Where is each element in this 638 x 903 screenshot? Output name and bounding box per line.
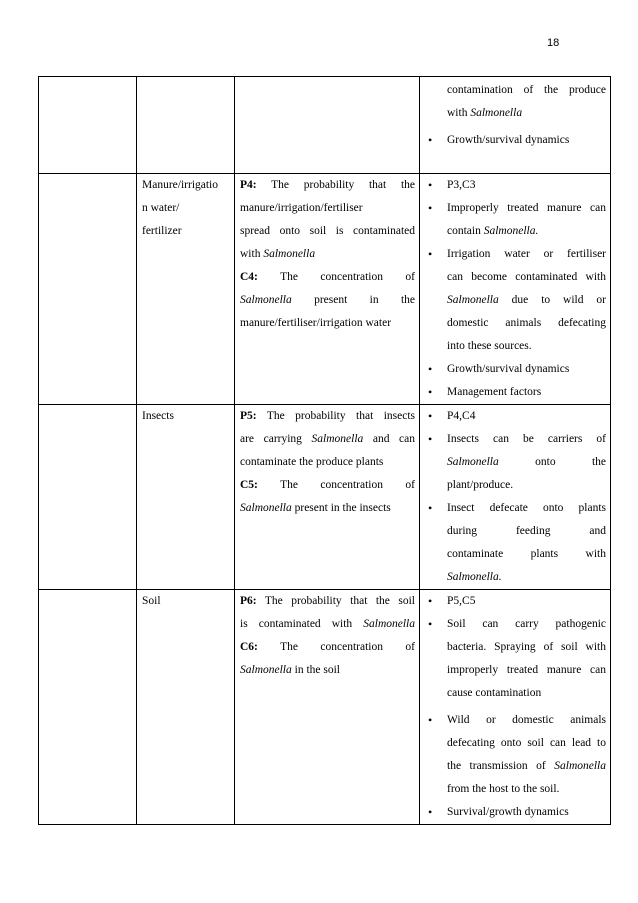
list-item: • P5,C5 xyxy=(426,590,606,613)
probability-text: P4: The probability that the xyxy=(240,179,415,191)
concentration-text: C4: The concentration of xyxy=(240,271,415,283)
table-cell-notes xyxy=(420,77,611,174)
table-cell-empty xyxy=(39,590,137,825)
factor-label: fertilizer xyxy=(142,225,182,237)
concentration-text: Salmonella present in the xyxy=(240,294,415,306)
table-cell-factor xyxy=(137,590,235,825)
table-cell-factor xyxy=(137,405,235,590)
list-item: • P4,C4 xyxy=(426,405,606,428)
probability-text: manure/irrigation/fertiliser xyxy=(240,202,363,214)
list-item: • Management factors xyxy=(426,381,606,404)
concentration-text: C5: The concentration of xyxy=(240,479,415,491)
list-item: • Insect defecate onto plants during feeding and contaminate plants with Salmonella. xyxy=(426,497,606,589)
table-row xyxy=(39,590,611,825)
probability-text: contaminate the produce plants xyxy=(240,456,384,468)
list-item: • Wild or domestic animals defecating onto soil can lead to the transmission of Salmonella from the host to the soil. xyxy=(426,709,606,801)
list-item: • Soil can carry pathogenic bacteria. Spraying of soil with improperly treated manure can cause contamination xyxy=(426,613,606,705)
probability-text: with Salmonella xyxy=(240,248,316,260)
probability-text: are carrying Salmonella and can xyxy=(240,433,415,445)
list-item: • Growth/survival dynamics xyxy=(426,129,606,152)
factor-label: Manure/irrigatio xyxy=(142,179,219,191)
table-cell-empty xyxy=(137,77,235,174)
note-line: with Salmonella xyxy=(447,107,523,119)
list-item: • Survival/growth dynamics xyxy=(426,801,606,824)
table-cell-notes xyxy=(420,405,611,590)
table-cell-probability xyxy=(235,77,420,174)
table-cell-empty xyxy=(39,405,137,590)
table-row xyxy=(39,405,611,590)
note-list xyxy=(426,590,606,824)
concentration-text: Salmonella in the soil xyxy=(240,664,340,676)
table-cell-factor xyxy=(137,174,235,405)
note-line: contamination of the produce xyxy=(447,84,606,96)
table-cell-notes xyxy=(420,174,611,405)
note-list xyxy=(426,129,606,152)
factor-label: Soil xyxy=(142,595,161,607)
concentration-text: Salmonella present in the insects xyxy=(240,502,391,514)
table-cell-empty xyxy=(39,174,137,405)
list-item: • P3,C3 xyxy=(426,174,606,197)
probability-text: P6: The probability that the soil xyxy=(240,595,415,607)
factor-label: Insects xyxy=(142,410,174,422)
table-cell-probability xyxy=(235,405,420,590)
note-list xyxy=(426,174,606,404)
note-list xyxy=(426,405,606,589)
list-item: • Insects can be carriers of Salmonella onto the plant/produce. xyxy=(426,428,606,497)
list-item: • Improperly treated manure can contain Salmonella. xyxy=(426,197,606,243)
table-cell-probability xyxy=(235,590,420,825)
table-cell-factor xyxy=(39,77,137,174)
table-row xyxy=(39,174,611,405)
probability-text: P5: The probability that insects xyxy=(240,410,415,422)
table-row xyxy=(39,77,611,174)
table-cell-notes xyxy=(420,590,611,825)
probability-text: is contaminated with Salmonella xyxy=(240,618,415,630)
table-cell-probability xyxy=(235,174,420,405)
list-item: • Growth/survival dynamics xyxy=(426,358,606,381)
factor-label: n water/ xyxy=(142,202,180,214)
page-number: 18 xyxy=(547,37,560,49)
risk-factor-table xyxy=(38,76,611,825)
list-item: • Irrigation water or fertiliser can become contaminated with Salmonella due to wild or domestic animals defecating into these sources. xyxy=(426,243,606,358)
probability-text: spread onto soil is contaminated xyxy=(240,225,415,237)
concentration-text: C6: The concentration of xyxy=(240,641,415,653)
concentration-text: manure/fertiliser/irrigation water xyxy=(240,317,392,329)
